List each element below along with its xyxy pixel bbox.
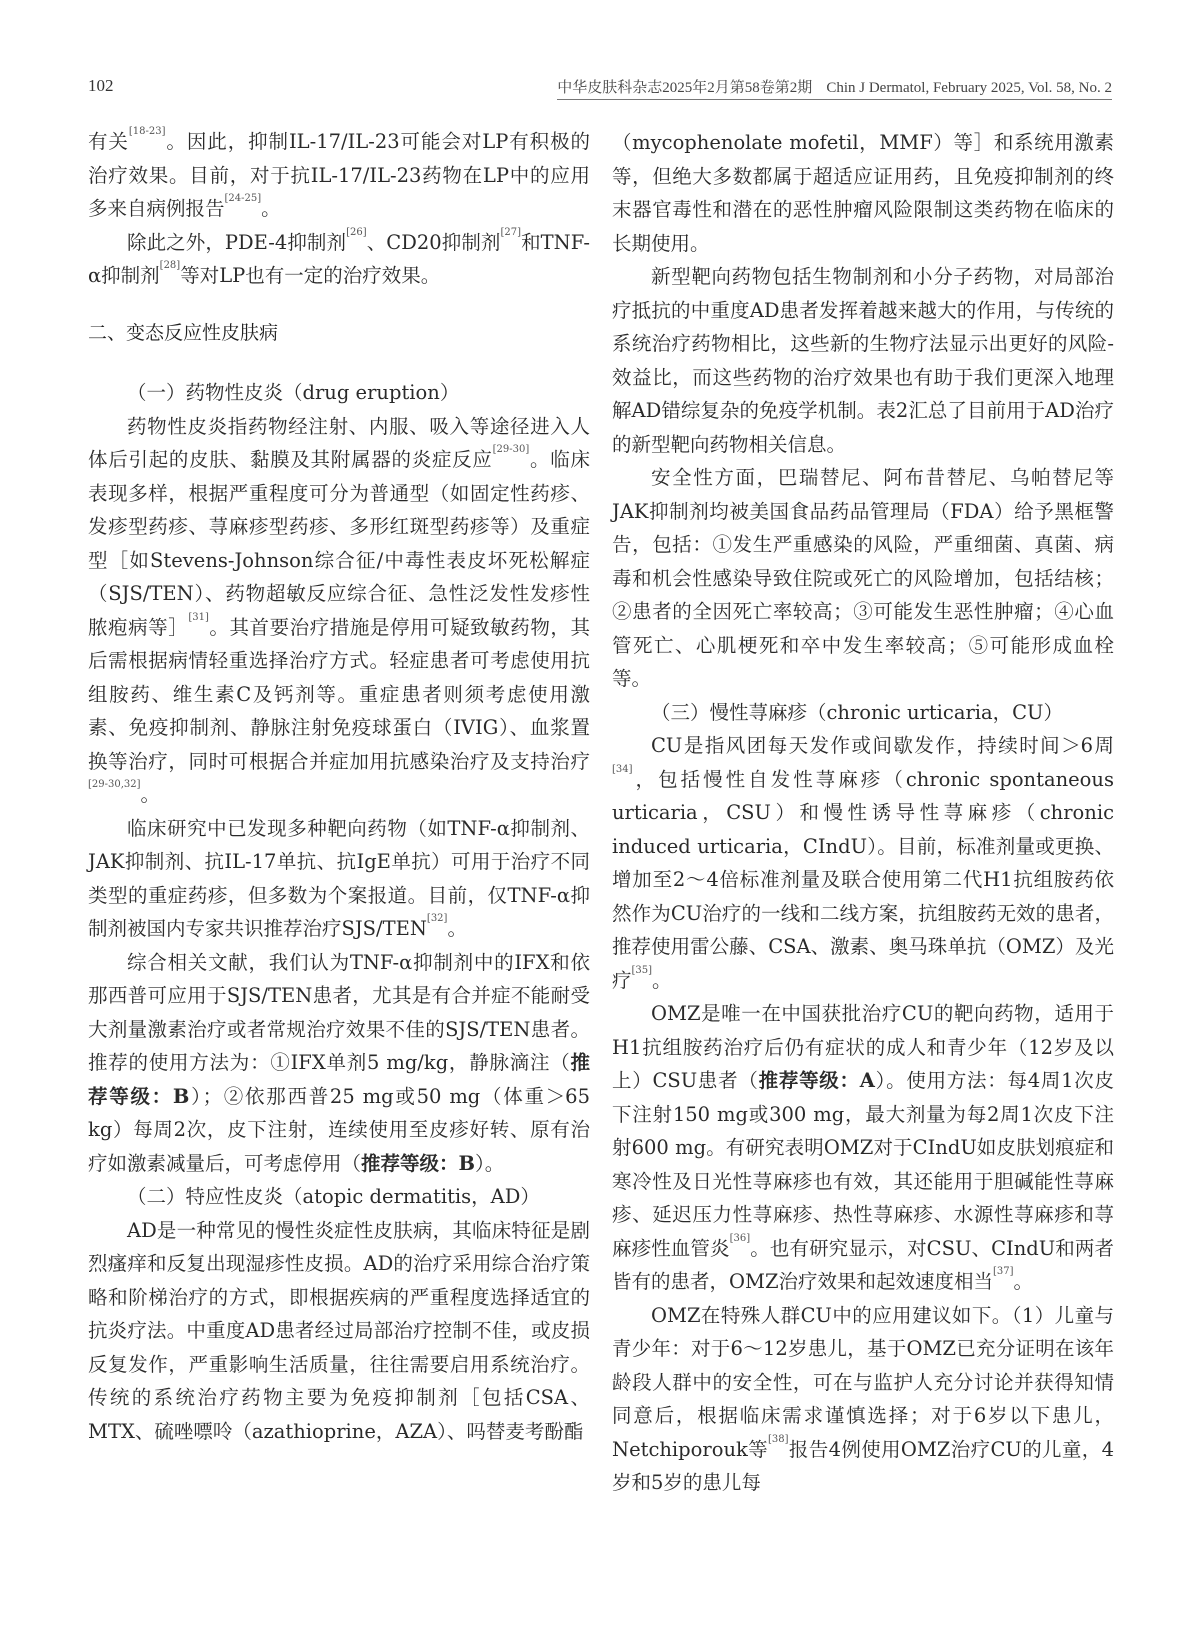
paragraph xyxy=(612,729,1114,997)
text: CU是指风团每天发作或间歇发作，持续时间＞6周 xyxy=(651,734,1114,757)
paragraph xyxy=(88,125,590,226)
text: 除此之外，PDE-4抑制剂 xyxy=(127,230,347,254)
page-header xyxy=(88,76,1112,100)
paragraph xyxy=(88,226,590,293)
text: 。 xyxy=(652,968,672,992)
text: 、CD20抑制剂 xyxy=(366,230,501,254)
paragraph xyxy=(88,812,590,946)
paragraph xyxy=(612,1299,1114,1500)
text: 临床研究中已发现多种靶向药物（如TNF-α抑制剂、JAK抑制剂、抗IL-17单抗、抗IgE单抗）可用于治疗不同类型的重症药疹，但多数为个案报道。目前，仅TNF-α抑制剂被国内专家共识推荐治疗SJS/TEN xyxy=(88,816,590,940)
text: 有关 xyxy=(88,130,129,153)
citation[interactable]: [24-25] xyxy=(224,193,262,204)
text: 综合相关文献，我们认为TNF-α抑制剂中的IFX和依那西普可应用于SJS/TEN患者，尤其是有合并症不能耐受大剂量激素治疗或者常规治疗效果不佳的SJS/TEN患者。推荐的使用方法为：①IFX单剂5 mg/kg，静脉滴注（ xyxy=(88,950,590,1074)
paragraph: AD是一种常见的慢性炎症性皮肤病，其临床特征是剧烈瘙痒和反复出现湿疹性皮损。AD的治疗采用综合治疗策略和阶梯治疗的方式，即根据疾病的严重程度选择适宜的抗炎疗法。中重度AD患者经过局部治疗控制不佳，或皮损反复发作，严重影响生活质量，往往需要启用系统治疗。传统的系统治疗药物主要为免疫抑制剂［包括CSA、MTX、硫唑嘌呤（azathioprine，AZA）、吗替麦考酚酯 xyxy=(88,1218,590,1443)
citation[interactable]: [31] xyxy=(188,611,209,623)
text: 。也有研究显示，对CSU、CIndU和两者皆有的患者，OMZ治疗效果和起效速度相当 xyxy=(612,1236,1114,1293)
section-heading: 二、变态反应性皮肤病 xyxy=(88,321,279,344)
text: 药物性皮炎指药物经注射、内服、吸入等途径进入人体后引起的皮肤、黏膜及其附属器的炎症反应 xyxy=(88,414,590,471)
left-column xyxy=(88,125,590,1448)
text: 。临床表现多样，根据严重程度可分为普通型（如固定性药疹、发疹型药疹、荨麻疹型药疹、多形红斑型药疹等）及重症型［如Stevens-Johnson综合征/中毒性表皮坏死松解症（SJS/TEN）、药物超敏反应综合征、急性泛发性发疹性脓疱病等］ xyxy=(88,448,590,639)
citation[interactable]: [34] xyxy=(612,763,633,775)
journal-title-en: Chin J Dermatol, February 2025, Vol. 58, No. 2 xyxy=(826,80,1112,96)
text: 等对LP也有一定的治疗效果。 xyxy=(180,264,441,287)
citation[interactable]: [37] xyxy=(993,1266,1014,1277)
citation[interactable]: [29-30,32] xyxy=(88,779,141,790)
text: 报告4例使用OMZ治疗CU的儿童，4岁和5岁的患儿每 xyxy=(612,1437,1114,1494)
citation[interactable]: [36] xyxy=(729,1232,751,1244)
text: 和TNF-α抑制剂 xyxy=(88,230,590,287)
page-number: 102 xyxy=(88,76,114,95)
text: 。 xyxy=(447,917,467,940)
recommendation-grade: 推荐等级：B xyxy=(361,1151,475,1175)
text: 。因此，抑制IL-17/IL-23可能会对LP有积极的治疗效果。目前，对于抗IL-17/IL-23药物在LP中的应用多来自病例报告 xyxy=(88,130,590,220)
journal-title-cn: 中华皮肤科杂志2025年2月第58卷第2期 xyxy=(557,80,813,96)
paragraph xyxy=(88,410,590,812)
text: ，包括慢性自发性荨麻疹（chronic spontaneous urticaria，CSU）和慢性诱导性荨麻疹（chronic induced urticaria，CIndU）。目前，标准剂量或更换、增加至2～4倍标准剂量及联合使用第二代H1抗组胺药依然作为CU治疗的一线和二线方案，抗组胺药无效的患者，推荐使用雷公藤、CSA、激素、奥马珠单抗（OMZ）及光疗 xyxy=(612,767,1114,992)
text: ）。使用方法：每4周1次皮下注射150 mg或300 mg，最大剂量为每2周1次皮下注射600 mg。有研究表明OMZ对于CIndU如皮肤划痕症和寒冷性及日光性荨麻疹也有效，其还能用于胆碱能性荨麻疹、延迟压力性荨麻疹、热性荨麻疹、水源性荨麻疹和荨麻疹性血管炎 xyxy=(612,1069,1114,1260)
citation[interactable]: [35] xyxy=(631,964,653,976)
citation[interactable]: [27] xyxy=(500,226,522,238)
text: 。 xyxy=(1013,1270,1034,1293)
subsection-heading: （二）特应性皮炎（atopic dermatitis，AD） xyxy=(127,1185,540,1208)
citation[interactable]: [28] xyxy=(159,260,181,271)
recommendation-grade: 推荐等级：A xyxy=(758,1069,875,1092)
right-column xyxy=(612,126,1114,1500)
citation[interactable]: [32] xyxy=(426,913,448,924)
paragraph: （mycophenolate mofetil，MMF）等］和系统用激素等，但绝大多数都属于超适应证用药，且免疫抑制剂的终末器官毒性和潜在的恶性肿瘤风险限制这类药物在临床的长期使用。 xyxy=(612,131,1114,255)
paragraph xyxy=(612,997,1114,1299)
paragraph: 新型靶向药物包括生物制剂和小分子药物，对局部治疗抵抗的中重度AD患者发挥着越来越大的作用，与传统的系统治疗药物相比，这些新的生物疗法显示出更好的风险-效益比，而这些药物的治疗效果也有助于我们更深入地理解AD错综复杂的免疫学机制。表2汇总了目前用于AD治疗的新型靶向药物相关信息。 xyxy=(612,265,1114,456)
subsection-heading: （一）药物性皮炎（drug eruption） xyxy=(127,381,460,404)
text: OMZ是唯一在中国获批治疗CU的靶向药物，适用于H1抗组胺药治疗后仍有症状的成人和青少年（12岁及以上）CSU患者（ xyxy=(612,1002,1114,1092)
paragraph xyxy=(88,946,590,1181)
recommendation-grade: 推荐等级：B xyxy=(88,1051,590,1108)
citation[interactable]: [18-23] xyxy=(128,126,166,137)
text: 。其首要治疗措施是停用可疑致敏药物，其后需根据病情轻重选择治疗方式。轻症患者可考虑使用抗组胺药、维生素C及钙剂等。重症患者则须考虑使用激素、免疫抑制剂、静脉注射免疫球蛋白（IVIG）、血浆置换等治疗，同时可根据合并症加用抗感染治疗及支持治疗 xyxy=(88,615,590,773)
paragraph: 安全性方面，巴瑞替尼、阿布昔替尼、乌帕替尼等JAK抑制剂均被美国食品药品管理局（FDA）给予黑框警告，包括：①发生严重感染的风险，严重细菌、真菌、病毒和机会性感染导致住院或死亡的风险增加，包括结核；②患者的全因死亡率较高；③可能发生恶性肿瘤；④心血管死亡、心肌梗死和卒中发生率较高；⑤可能形成血栓等。 xyxy=(612,466,1114,690)
text: OMZ在特殊人群CU中的应用建议如下。（1）儿童与青少年：对于6～12岁患儿，基于OMZ已充分证明在该年龄段人群中的安全性，可在与监护人充分讨论并获得知情同意后，根据临床需求谨慎选择；对于6岁以下患儿，Netchiporouk等 xyxy=(612,1303,1114,1461)
citation[interactable]: [26] xyxy=(346,226,367,238)
text: 。 xyxy=(261,197,281,220)
running-head xyxy=(557,76,1112,100)
subsection-heading: （三）慢性荨麻疹（chronic urticaria，CU） xyxy=(651,700,1063,724)
text: ）。 xyxy=(475,1151,505,1175)
text: ）；②依那西普25 mg或50 mg（体重＞65 kg）每周2次，皮下注射，连续使用至皮疹好转、原有治疗如激素减量后，可考虑停用（ xyxy=(88,1084,590,1175)
text: 。 xyxy=(140,783,161,806)
citation[interactable]: [38] xyxy=(768,1433,789,1445)
citation[interactable]: [29-30] xyxy=(492,444,530,455)
